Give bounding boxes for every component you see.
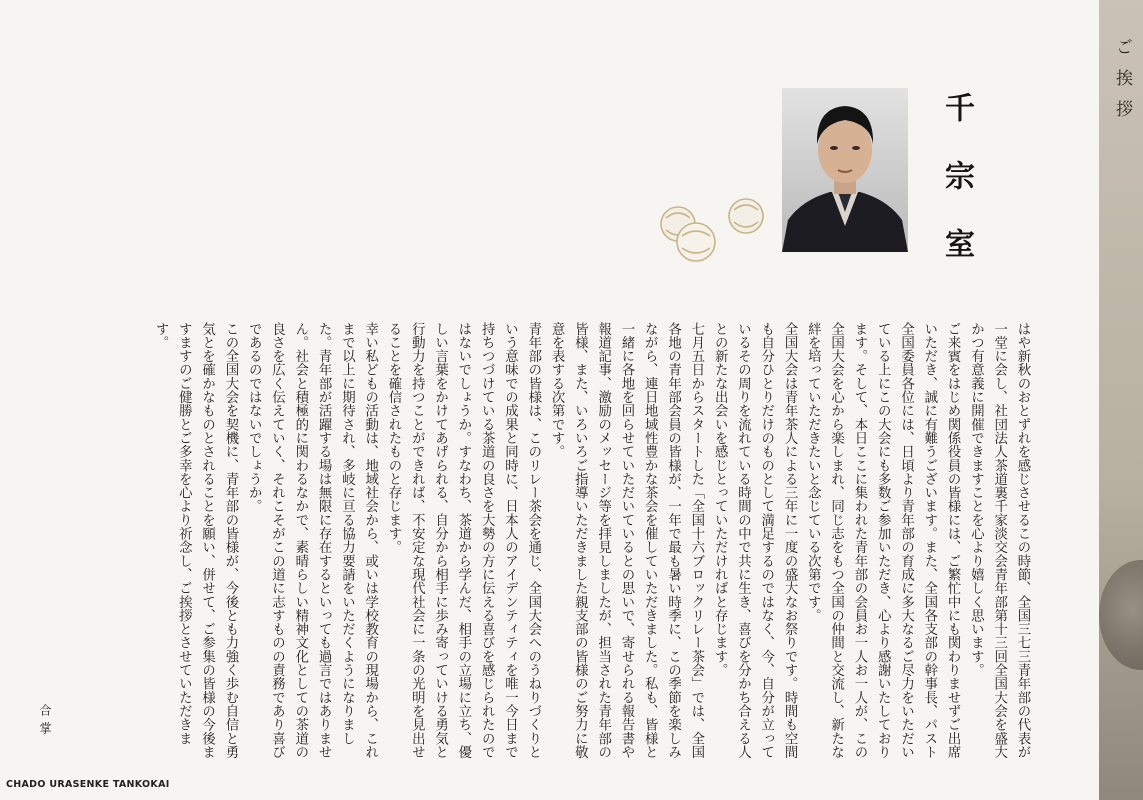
paragraph-6: 幸い私どもの活動は、地域社会から、或いは学校教育の現場から、これまで以上に期待され、多岐に亘る協力要請をいただくようになりました。青年部が活躍する場は無限に存在するといっても過言ではありません。社会と積極的に関わるなかで、素晴らしい精神文化としての茶道の良さを広く伝えていく、それこそがこの道に志すものの責務であり喜びであるのではないでしょうか。: [246, 322, 378, 759]
section-title: ご挨拶: [1112, 38, 1132, 131]
paragraph-1: はや新秋のおとずれを感じさせるこの時節、全国三七三青年部の代表が一堂に会し、社団法人茶道裏千家淡交会青年部第十三回全国大会を盛大かつ有意義に開催できますことを心より嬉しく思います。: [968, 322, 1030, 759]
paragraph-2: ご来賓をはじめ関係役員の皆様には、ご繁忙中にも関わりませずご出席いただき、誠に有難うございます。また、全国各支部の幹事長、パスト全国委員各位には、日頃より青年部の育成に多大なるご尽力をいただいている上にこの大会にも多数ご参加いただき、心より感謝いたしております。そして、本日ここに集われた青年部の会員お一人お一人が、この全国大会を心から楽しまれ、同じ志をもつ全国の仲間と交流し、新たな絆を培っていただきたいと念じている次第です。: [805, 322, 961, 759]
paragraph-7: この全国大会を契機に、青年部の皆様が、今後とも力強く歩む自信と勇気とを確かなものとされることを願い、併せて、ご参集の皆様の今後ますますのご健勝とご多幸を心より祈念し、ご挨拶とさせていただきます。: [153, 322, 238, 759]
author-portrait: [782, 88, 908, 252]
paragraph-4: 七月五日からスタートした「全国十六ブロックリレー茶会」では、全国各地の青年部会員の皆様が、一年で最も暑い時季に、この季節を楽しみながら、連日地域性豊かな茶会を催していただきました。私も、皆様と一緒に各地を回らせていただいているとの思いで、寄せられる報告書や報道記事、激励のメッセージ等を拝見しましたが、担当された青年部の皆様、また、いろいろご指導いただきました親支部の皆様のご努力に敬意を表する次第です。: [549, 322, 704, 759]
greeting-body: [64, 322, 1034, 760]
closing-word: 合掌: [38, 704, 52, 740]
paragraph-3: 全国大会は青年茶人による三年に一度の盛大なお祭りです。時間も空間も自分ひとりだけのものとして満足するのではなく、今、自分が立っているその周りを流れている時間の中で共に生き、喜びを分かち合える人との新たな出会いを感じとっていただければと存じます。: [712, 322, 798, 759]
author-name: 千宗室: [939, 92, 974, 296]
paragraph-5: 青年部の皆様は、このリレー茶会を通じ、全国大会へのうねりづくりという意味での成果と同時に、日本人のアイデンティティを唯一今日まで持ちつづけている茶道の良さを大勢の方に伝える喜びを感じられたのではないでしょうか。すなわち、茶道から学んだ、相手の立場に立ち、優しい言葉をかけてあげられる、自分から相手に歩み寄っていける勇気と行動力を持つことができれば、不安定な現代社会に一条の光明を見出せることを確信されたものと存じます。: [385, 322, 541, 759]
decorative-balls-icon: [656, 196, 768, 266]
footer-publication: CHADO URASENKE TANKOKAI: [6, 779, 170, 790]
